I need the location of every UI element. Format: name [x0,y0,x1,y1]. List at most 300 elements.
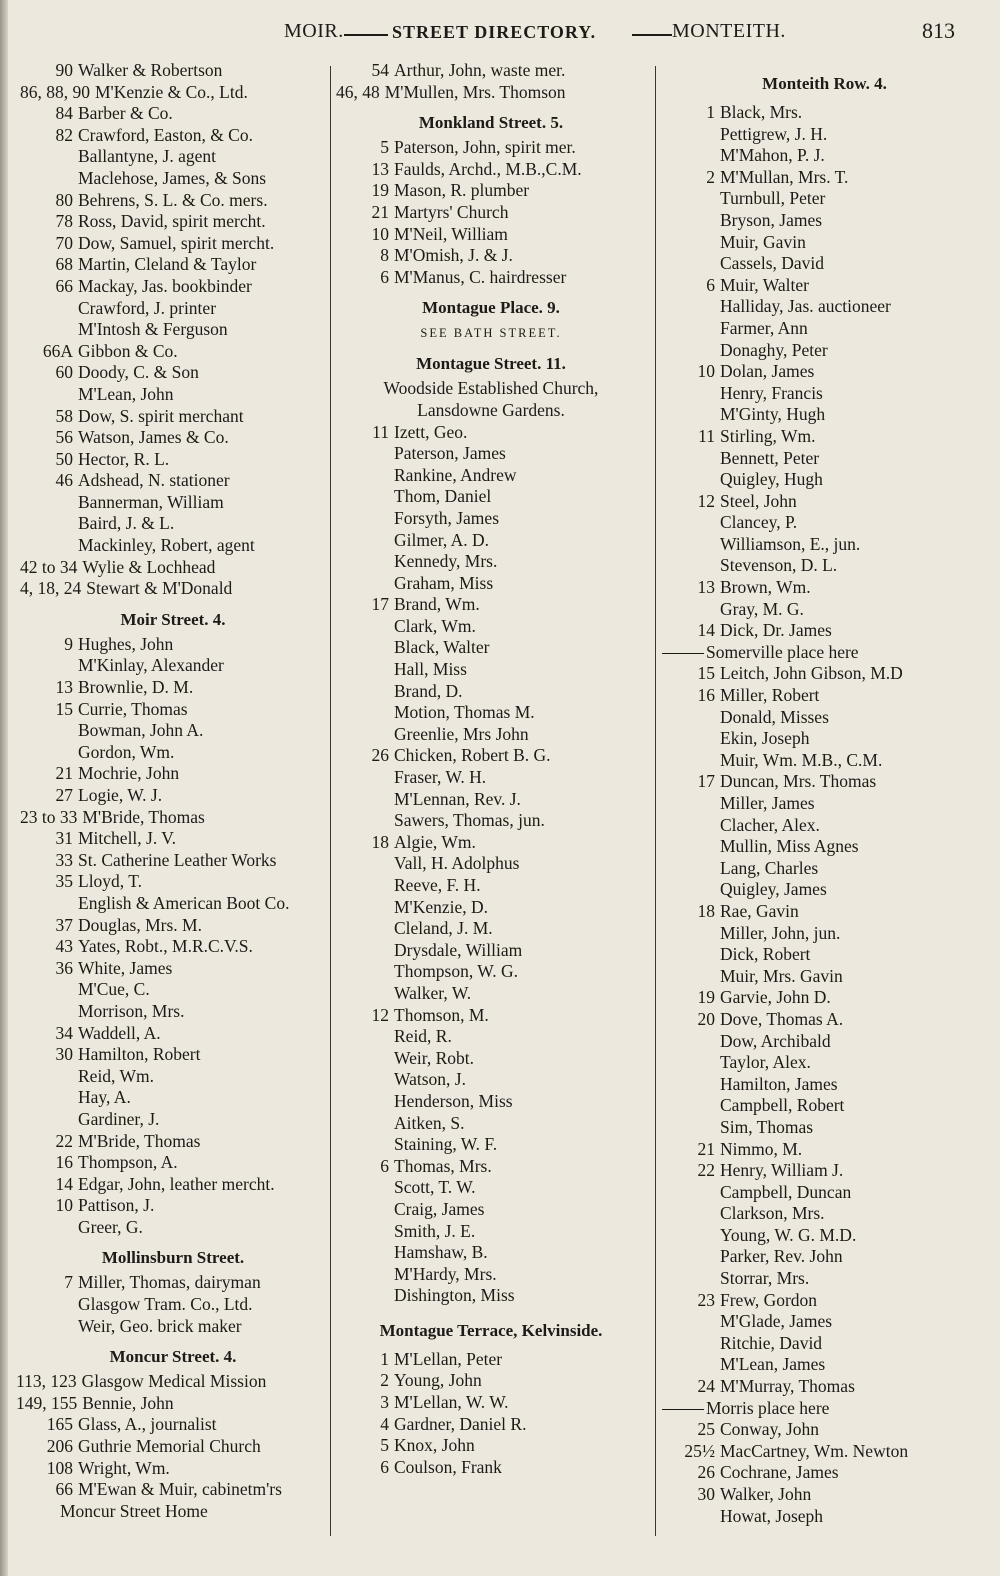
occupant-name: Greer, G. [78,1216,143,1237]
directory-entry [336,530,646,552]
junction-marker [662,1398,987,1420]
directory-entry [336,1264,646,1286]
occupant-name: Frew, Gordon [720,1289,818,1310]
directory-entry [662,404,987,426]
occupant-name: Lang, Charles [720,857,819,878]
directory-entry [20,190,326,212]
house-number: 1 [380,1348,389,1369]
directory-entry [20,807,326,829]
directory-entry [662,1462,987,1484]
house-number: 17 [697,771,715,792]
occupant-name: Gardiner, J. [78,1108,160,1129]
occupant-name: Izett, Geo. [394,421,468,442]
occupant-name: Edgar, John, leather mercht. [78,1173,275,1194]
house-number: 58 [55,405,73,426]
occupant-name: Young, W. G. M.D. [720,1224,857,1245]
occupant-name: M'Manus, C. hairdresser [394,266,567,287]
occupant-name: Martyrs' Church [394,201,509,222]
directory-entry [662,102,987,124]
occupant-name: Walker & Robertson [78,60,223,80]
house-number: 10 [55,1195,73,1216]
occupant-name: Baird, J. & L. [78,513,175,534]
occupant-name: M'Cue, C. [78,979,150,1000]
occupant-name: Martin, Cleland & Taylor [78,254,257,275]
directory-entry [20,535,326,557]
directory-entry [336,1156,646,1178]
directory-entry [336,1199,646,1221]
directory-entry [662,1246,987,1268]
occupant-name: Clancey, P. [720,512,798,533]
occupant-name: Stirling, Wm. [720,425,816,446]
occupant-name: Thompson, W. G. [394,961,518,982]
occupant-name: Cochrane, James [720,1462,839,1483]
house-number: 12 [697,490,715,511]
occupant-name: Ekin, Joseph [720,728,810,749]
occupant-name: Wylie & Lochhead [82,556,216,577]
directory-entry [20,449,326,471]
occupant-name: Young, John [394,1370,482,1391]
occupant-name: Brand, Wm. [394,594,480,615]
occupant-name: Clark, Wm. [394,615,476,636]
directory-entry [336,60,646,82]
directory-entry [662,728,987,750]
directory-entry [662,1095,987,1117]
house-number: 19 [697,987,715,1008]
house-number: 36 [55,957,73,978]
house-number: 5 [380,137,389,158]
occupant-name: Guthrie Memorial Church [78,1436,261,1457]
directory-entry [662,512,987,534]
occupant-name: Taylor, Alex. [720,1052,811,1073]
occupant-name: M'Lennan, Rev. J. [394,788,521,809]
occupant-name: M'Mullan, Mrs. T. [720,166,849,187]
directory-entry [20,1109,326,1131]
occupant-name: Glasgow Tram. Co., Ltd. [78,1294,253,1315]
directory-entry [336,983,646,1005]
directory-entry [336,810,646,832]
house-number: 25½ [684,1440,715,1461]
directory-entry [20,1458,326,1480]
occupant-name: Walker, John [720,1484,812,1504]
occupant-name: Black, Walter [394,637,490,658]
occupant-name: Storrar, Mrs. [720,1268,810,1289]
occupant-name: Donaghy, Peter [720,339,828,360]
occupant-name: Donald, Misses [720,706,829,727]
directory-entry [336,875,646,897]
house-number: 10 [371,223,389,244]
directory-entry [336,594,646,616]
directory-entry [16,1392,326,1415]
occupant-name: St. Catherine Leather Works [78,849,277,870]
occupant-name: Brown, Wm. [720,577,811,598]
directory-entry [20,578,326,600]
directory-entry [336,180,646,202]
house-number: 23 [697,1289,715,1310]
directory-entry [662,534,987,556]
landmark-line: Lansdowne Gardens. [417,399,565,420]
house-number: 13 [697,577,715,598]
occupant-name: Henry, Francis [720,382,823,403]
occupant-name: Scott, T. W. [394,1177,476,1198]
street-heading: Mollinsburn Street. [101,1248,245,1268]
directory-column-3 [662,60,987,1560]
occupant-name: Rankine, Andrew [394,464,517,485]
directory-entry [336,1134,646,1156]
occupant-name: Moncur Street Home [60,1500,208,1521]
directory-entry [336,1026,646,1048]
occupant-name: Hay, A. [78,1087,131,1108]
house-number: 82 [55,124,73,145]
occupant-name: Behrens, S. L. & Co. mers. [78,189,268,210]
directory-entry [20,470,326,492]
house-number: 84 [55,103,73,124]
running-head-title: STREET DIRECTORY. [392,22,597,42]
directory-entry [662,707,987,729]
directory-entry [336,159,646,181]
occupant-name: Mason, R. plumber [394,180,530,201]
directory-entry [20,785,326,807]
house-number: 34 [55,1022,73,1043]
street-heading: Montague Terrace, Kelvinside. [379,1320,603,1340]
occupant-name: Howat, Joseph [720,1505,824,1526]
house-number: 33 [55,849,73,870]
directory-entry [20,1066,326,1088]
house-number: 26 [371,745,389,766]
directory-entry [20,254,326,276]
street-heading: Monteith Row. 4. [762,74,887,93]
occupant-name: Chicken, Robert B. G. [394,745,551,766]
occupant-name: Aitken, S. [394,1112,465,1133]
occupant-name: M'Bride, Thomas [78,1130,201,1151]
occupant-name: Pattison, J. [78,1195,155,1216]
directory-entry [662,620,987,642]
occupant-name: M'Lean, James [720,1354,826,1375]
page-gutter-shadow [0,0,8,1576]
directory-entry [662,1117,987,1139]
occupant-name: Knox, John [394,1435,475,1456]
house-number: 20 [697,1008,715,1029]
directory-entry [20,276,326,298]
directory-entry [336,1370,646,1392]
occupant-name: Dick, Robert [720,944,811,965]
directory-entry [662,167,987,189]
directory-entry [20,1479,326,1501]
directory-entry [20,979,326,1001]
directory-entry [336,573,646,595]
occupant-name: Mitchell, J. V. [78,828,177,849]
directory-entry [20,763,326,785]
occupant-name: Brownlie, D. M. [78,677,194,698]
house-number: 165 [46,1414,73,1435]
occupant-name: Glass, A., journalist [78,1414,217,1435]
occupant-name: Mochrie, John [78,763,180,784]
occupant-name: Leitch, John Gibson, M.D [720,663,903,684]
junction-text: Somerville place here [706,641,859,662]
occupant-name: M'Kinlay, Alexander [78,655,224,676]
occupant-name: Hall, Miss [394,659,467,680]
directory-entry [20,1044,326,1066]
occupant-name: Yates, Robt., M.R.C.V.S. [78,936,253,957]
house-number: 66 [55,275,73,296]
directory-entry [336,1242,646,1264]
directory-entry [20,125,326,147]
directory-entry [336,245,646,267]
house-number: 24 [697,1376,715,1397]
house-number: 14 [697,620,715,641]
directory-entry [662,858,987,880]
directory-entry [336,918,646,940]
house-number: 30 [697,1484,715,1504]
occupant-name: M'Kenzie & Co., Ltd. [95,81,248,102]
occupant-name: Ballantyne, J. agent [78,146,217,167]
junction-text: Morris place here [706,1397,830,1418]
directory-entry [20,298,326,320]
occupant-name: Stevenson, D. L. [720,555,838,576]
occupant-name: M'Lean, John [78,383,174,404]
occupant-name: Hector, R. L. [78,448,170,469]
house-number: 108 [46,1457,73,1478]
occupant-name: Nimmo, M. [720,1138,803,1159]
occupant-name: Ritchie, David [720,1332,823,1353]
directory-entry [20,384,326,406]
occupant-name: Black, Mrs. [720,102,803,122]
directory-entry [20,655,326,677]
occupant-name: M'Hardy, Mrs. [394,1263,497,1284]
directory-entry [662,1484,987,1506]
occupant-name: M'Omish, J. & J. [394,245,513,266]
occupant-name: Campbell, Robert [720,1095,845,1116]
occupant-name: Muir, Walter [720,274,809,295]
occupant-name: M'Mahon, P. J. [720,145,825,166]
occupant-name: Maclehose, James, & Sons [78,167,267,188]
directory-entry [20,742,326,764]
directory-entry [662,1419,987,1441]
directory-entry [662,901,987,923]
occupant-name: M'Lellan, W. W. [394,1392,509,1413]
occupant-name: Miller, Robert [720,685,820,706]
occupant-name: Walker, W. [394,982,472,1003]
directory-entry [20,850,326,872]
occupant-name: Cleland, J. M. [394,918,493,939]
directory-entry [336,724,646,746]
directory-entry [336,1005,646,1027]
house-number: 27 [55,785,73,805]
directory-entry [336,1069,646,1091]
house-number: 19 [371,180,389,201]
directory-entry [336,789,646,811]
directory-entry [20,1131,326,1153]
occupant-name: Morrison, Mrs. [78,1000,185,1021]
directory-entry [20,871,326,893]
directory-entry [662,232,987,254]
house-number: 5 [380,1435,389,1456]
occupant-name: Mackay, Jas. bookbinder [78,275,252,296]
directory-entry [336,137,646,159]
occupant-name: Miller, Thomas, dairyman [78,1272,261,1293]
running-head-dash-right [632,34,672,36]
house-number: 22 [55,1130,73,1151]
house-number: 46, 48 [336,81,380,102]
house-number: 43 [55,936,73,957]
column-rule-1 [330,66,331,1536]
occupant-name: Paterson, James [394,443,506,464]
directory-entry [662,793,987,815]
house-number: 206 [46,1436,73,1457]
directory-entry [662,663,987,685]
occupant-name: Staining, W. F. [394,1134,498,1155]
occupant-name: Steel, John [720,490,797,511]
directory-entry [20,677,326,699]
house-number: 4, 18, 24 [20,578,82,599]
directory-entry [336,551,646,573]
directory-entry [336,267,646,289]
directory-entry [662,383,987,405]
directory-entry [336,1048,646,1070]
house-number: 11 [372,421,389,442]
directory-entry [336,940,646,962]
occupant-name: Dow, S. spirit merchant [78,405,244,426]
running-head-right: MONTEITH. [672,20,786,42]
house-number: 21 [697,1138,715,1159]
house-number: 9 [64,633,73,654]
house-number: 15 [55,698,73,719]
occupant-name: Clacher, Alex. [720,814,820,835]
directory-entry [662,750,987,772]
directory-column-1 [16,60,326,1560]
directory-entry [336,1414,646,1436]
directory-entry [336,1285,646,1307]
occupant-name: Clarkson, Mrs. [720,1203,825,1224]
house-number: 8 [380,245,389,266]
directory-entry [662,188,987,210]
house-number: 14 [55,1173,73,1194]
directory-entry [20,1436,326,1458]
occupant-name: M'Kenzie, D. [394,896,489,917]
occupant-name: Thom, Daniel [394,486,492,507]
running-head [0,18,1000,48]
occupant-name: Reid, R. [394,1026,452,1047]
occupant-name: Hamshaw, B. [394,1242,488,1263]
street-heading: Moncur Street. 4. [109,1347,237,1367]
occupant-name: Sim, Thomas [720,1116,814,1137]
directory-entry [662,1333,987,1355]
occupant-name: Bannerman, William [78,491,224,512]
directory-entry [662,1225,987,1247]
house-number: 6 [380,1155,389,1176]
house-number: 21 [55,763,73,784]
directory-entry [20,720,326,742]
directory-entry [336,486,646,508]
house-number: 149, 155 [16,1392,78,1413]
occupant-name: Dow, Archibald [720,1030,831,1051]
house-number: 42 to 34 [20,556,78,577]
occupant-name: Paterson, John, spirit mer. [394,137,576,158]
house-number: 22 [697,1160,715,1181]
landmark-line: Woodside Established Church, [383,378,599,399]
directory-entry [662,296,987,318]
house-number: 35 [55,871,73,892]
directory-entry [662,1182,987,1204]
directory-entry [20,1023,326,1045]
directory-entry [662,426,987,448]
directory-entry [336,961,646,983]
directory-entry [20,1152,326,1174]
directory-entry [336,82,646,104]
occupant-name: Weir, Robt. [394,1047,475,1068]
house-number: 23 to 33 [20,806,78,827]
house-number: 16 [697,685,715,706]
street-heading: Montague Street. 11. [416,354,566,374]
house-number: 17 [371,594,389,615]
occupant-name: Weir, Geo. brick maker [78,1315,242,1336]
occupant-name: Miller, James [720,793,815,813]
house-number: 15 [697,663,715,684]
occupant-name: Gibbon & Co. [78,340,178,361]
occupant-name: Glasgow Medical Mission [81,1371,267,1392]
occupant-name: Muir, Wm. M.B., C.M. [720,749,883,770]
directory-entry [336,659,646,681]
directory-entry [336,1349,646,1371]
directory-entry [336,1457,646,1479]
directory-entry [20,341,326,363]
directory-entry [662,836,987,858]
occupant-name: M'Lellan, Peter [394,1348,503,1369]
directory-entry [20,319,326,341]
house-number: 46 [55,470,73,491]
occupant-name: Waddell, A. [78,1022,161,1043]
directory-entry [662,491,987,513]
occupant-name: Douglas, Mrs. M. [78,914,202,935]
running-head-left: MOIR. [284,20,344,42]
junction-dash [662,1409,704,1410]
directory-entry [662,555,987,577]
occupant-name: Lloyd, T. [78,871,143,892]
directory-entry [662,966,987,988]
house-number: 86, 88, 90 [20,81,90,102]
occupant-name: Muir, Mrs. Gavin [720,965,843,986]
occupant-name: Gilmer, A. D. [394,529,490,550]
occupant-name: M'Neil, William [394,223,508,244]
occupant-name: M'Glade, James [720,1311,833,1332]
house-number: 4 [380,1413,389,1434]
house-number: 16 [55,1152,73,1173]
directory-entry [20,1001,326,1023]
column-rule-2 [655,66,656,1536]
occupant-name: Wright, Wm. [78,1457,170,1478]
house-number: 12 [371,1004,389,1025]
occupant-name: Halliday, Jas. auctioneer [720,296,891,317]
house-number: 113, 123 [16,1371,77,1392]
occupant-name: Mackinley, Robert, agent [78,535,255,556]
directory-entry [20,1174,326,1196]
occupant-name: Hamilton, James [720,1073,838,1094]
directory-entry [20,513,326,535]
occupant-name: Cassels, David [720,253,825,274]
directory-entry [336,681,646,703]
house-number: 50 [55,448,73,469]
occupant-name: Reeve, F. H. [394,875,481,895]
directory-entry [662,923,987,945]
house-number: 3 [380,1392,389,1413]
house-number: 2 [706,166,715,187]
occupant-name: Hughes, John [78,633,174,654]
directory-entry [336,832,646,854]
occupant-name: Mullin, Miss Agnes [720,836,859,857]
occupant-name: Dow, Samuel, spirit mercht. [78,232,275,253]
occupant-name: M'Murray, Thomas [720,1376,855,1397]
occupant-name: Quigley, James [720,879,827,900]
street-heading: Montague Place. 9. [422,298,560,318]
